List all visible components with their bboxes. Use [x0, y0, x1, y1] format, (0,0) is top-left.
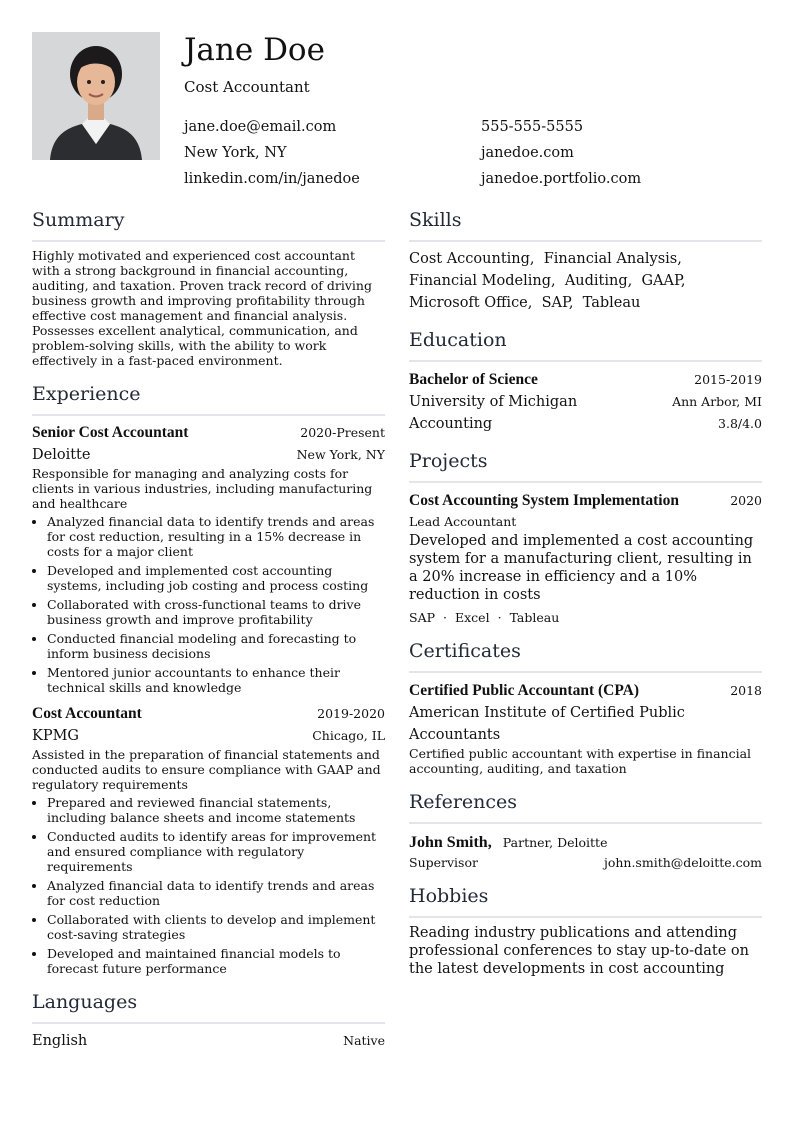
website-link[interactable]: janedoe.com — [481, 145, 574, 161]
bullet-item: • Collaborated with clients to develop and implement cost-saving strategies — [47, 912, 385, 942]
linkedin-link[interactable]: linkedin.com/in/janedoe — [184, 171, 360, 187]
hobbies-section — [409, 884, 762, 978]
resume-header — [32, 32, 762, 192]
skills-line: Financial Modeling, Auditing, GAAP, — [409, 273, 686, 289]
candidate-role: Cost Accountant — [184, 78, 310, 96]
job-location: Chicago, IL — [312, 728, 385, 743]
skills-section — [409, 208, 762, 314]
right-column — [409, 208, 762, 992]
language-level: Native — [343, 1033, 385, 1048]
email-link[interactable]: jane.doe@email.com — [184, 119, 337, 135]
reference-name: John Smith, — [409, 834, 492, 851]
skills-line: Microsoft Office, SAP, Tableau — [409, 295, 641, 311]
certificate-description: Certified public accountant with expertise in financial accounting, auditing, and taxation — [409, 746, 752, 776]
bullet-item: • Collaborated with cross-functional teams to drive business growth and improve profitability — [47, 597, 385, 627]
separator-dot: · — [497, 610, 502, 625]
job-dates: 2019-2020 — [317, 706, 385, 721]
summary-section — [32, 208, 385, 368]
job-description: Assisted in the preparation of financial statements and conducted audits to ensure compliance with GAAP and regulatory requirements — [32, 747, 381, 792]
bullet-item: • Analyzed financial data to identify trends and areas for cost reduction, resulting in a 15% decrease in costs for a major client — [47, 514, 385, 559]
languages-section — [32, 990, 385, 1052]
skills-line: Cost Accounting, Financial Analysis, — [409, 251, 682, 267]
location-text: New York, NY — [184, 145, 287, 161]
job-company: KPMG — [32, 728, 80, 744]
profile-photo — [32, 32, 160, 160]
job-description: Responsible for managing and analyzing costs for clients in various industries, including manufacturing and healthcare — [32, 466, 373, 511]
job-title: Cost Accountant — [32, 705, 142, 722]
section-title: Languages — [32, 990, 385, 1024]
field-of-study: Accounting — [409, 416, 493, 432]
school-location: Ann Arbor, MI — [672, 394, 762, 409]
school: University of Michigan — [409, 394, 578, 410]
certificate-issuer: American Institute of Certified Public Accountants — [409, 705, 685, 743]
bullet-item: • Prepared and reviewed financial statements, including balance sheets and income statements — [47, 795, 385, 825]
certificate-year: 2018 — [730, 683, 762, 698]
experience-entry — [32, 422, 385, 695]
hobbies-text: Reading industry publications and attending professional conferences to stay up-to-date on the latest developments in cost accounting — [409, 925, 749, 977]
project-name: Cost Accounting System Implementation — [409, 492, 679, 509]
job-dates: 2020-Present — [300, 425, 385, 440]
projects-section — [409, 449, 762, 625]
reference-position: Partner, Deloitte — [502, 835, 608, 850]
section-title: Experience — [32, 382, 385, 416]
experience-section — [32, 382, 385, 976]
resume-page — [32, 32, 762, 1049]
section-title: Certificates — [409, 639, 762, 673]
summary-text: Highly motivated and experienced cost accountant with a strong background in financial accounting, auditing, and taxation. Proven track record of driving business growth and improving profitability through effective cost management and financial analysis. Possesses excellent analytical, communication, and problem-solving skills, with the ability to work effectively in a fast-paced environment. — [32, 248, 372, 368]
section-title: Projects — [409, 449, 762, 483]
project-year: 2020 — [730, 493, 762, 508]
reference-email[interactable]: john.smith@deloitte.com — [603, 855, 762, 870]
bullet-item: • Conducted financial modeling and forecasting to inform business decisions — [47, 631, 385, 661]
job-company: Deloitte — [32, 447, 91, 463]
section-title: Summary — [32, 208, 385, 242]
candidate-name: Jane Doe — [184, 32, 325, 68]
certificates-section — [409, 639, 762, 776]
gpa: 3.8/4.0 — [718, 416, 762, 431]
language-name: English — [32, 1033, 88, 1049]
bullet-item: • Conducted audits to identify areas for improvement and ensured compliance with regulatory requirements — [47, 829, 385, 874]
bullet-item: • Analyzed financial data to identify trends and areas for cost reduction — [47, 878, 385, 908]
project-description: Developed and implemented a cost accounting system for a manufacturing client, resulting in a 20% increase in efficiency and a 10% reduction in costs — [409, 533, 754, 603]
degree: Bachelor of Science — [409, 371, 538, 388]
certificate-name: Certified Public Accountant (CPA) — [409, 682, 640, 699]
project-role: Lead Accountant — [409, 514, 517, 529]
job-bullets — [32, 514, 385, 695]
references-section — [409, 790, 762, 870]
education-section — [409, 328, 762, 435]
section-title: Hobbies — [409, 884, 762, 918]
experience-entry — [32, 703, 385, 976]
phone-text: 555-555-5555 — [481, 119, 584, 135]
tool-tag: Excel — [455, 610, 490, 625]
job-title: Senior Cost Accountant — [32, 424, 189, 441]
job-location: New York, NY — [296, 447, 385, 462]
portfolio-link[interactable]: janedoe.portfolio.com — [481, 171, 642, 187]
section-title: Skills — [409, 208, 762, 242]
bullet-item: • Developed and maintained financial models to forecast future performance — [47, 946, 385, 976]
education-dates: 2015-2019 — [694, 372, 762, 387]
left-column — [32, 208, 385, 1066]
reference-relation: Supervisor — [409, 855, 478, 870]
separator-dot: · — [443, 610, 447, 625]
tool-tag: SAP — [409, 610, 436, 625]
section-title: Education — [409, 328, 762, 362]
bullet-item: • Developed and implemented cost accounting systems, including job costing and process costing — [47, 563, 385, 593]
project-tools — [409, 610, 762, 625]
section-title: References — [409, 790, 762, 824]
job-bullets — [32, 795, 385, 976]
tool-tag: Tableau — [509, 610, 560, 625]
bullet-item: • Mentored junior accountants to enhance their technical skills and knowledge — [47, 665, 385, 695]
